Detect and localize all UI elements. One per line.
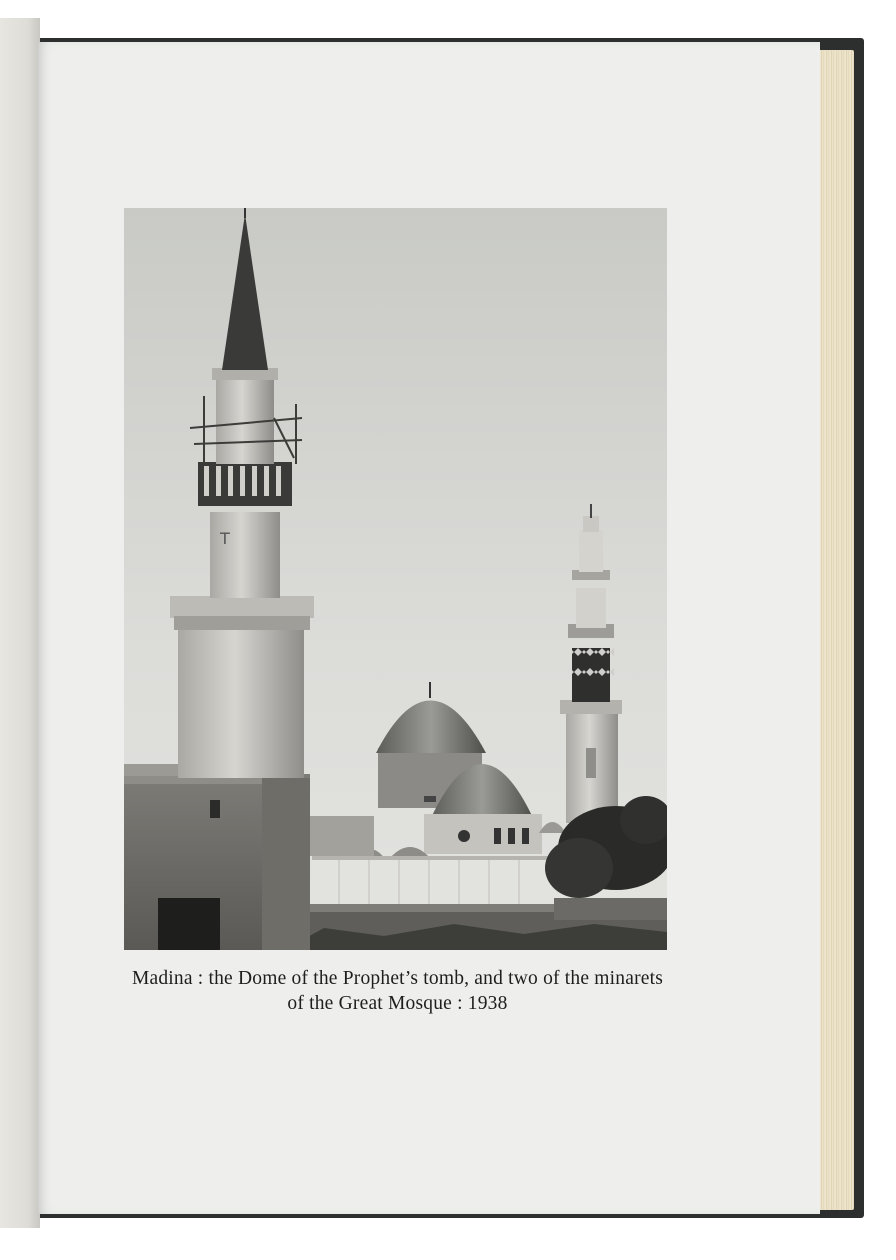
foreground-rubble (284, 898, 667, 950)
mosque-photograph (124, 208, 667, 950)
facing-page (0, 18, 40, 1228)
caption-line-2: of the Great Mosque : 1938 (287, 993, 508, 1014)
photo-caption (100, 966, 695, 1016)
caption-line-1: Madina : the Dome of the Prophet’s tomb, and two of the minarets (131, 968, 664, 989)
left-building (124, 764, 310, 950)
photo-plate (124, 208, 667, 950)
white-wall (312, 856, 572, 908)
svg-text:T: T (220, 529, 230, 548)
